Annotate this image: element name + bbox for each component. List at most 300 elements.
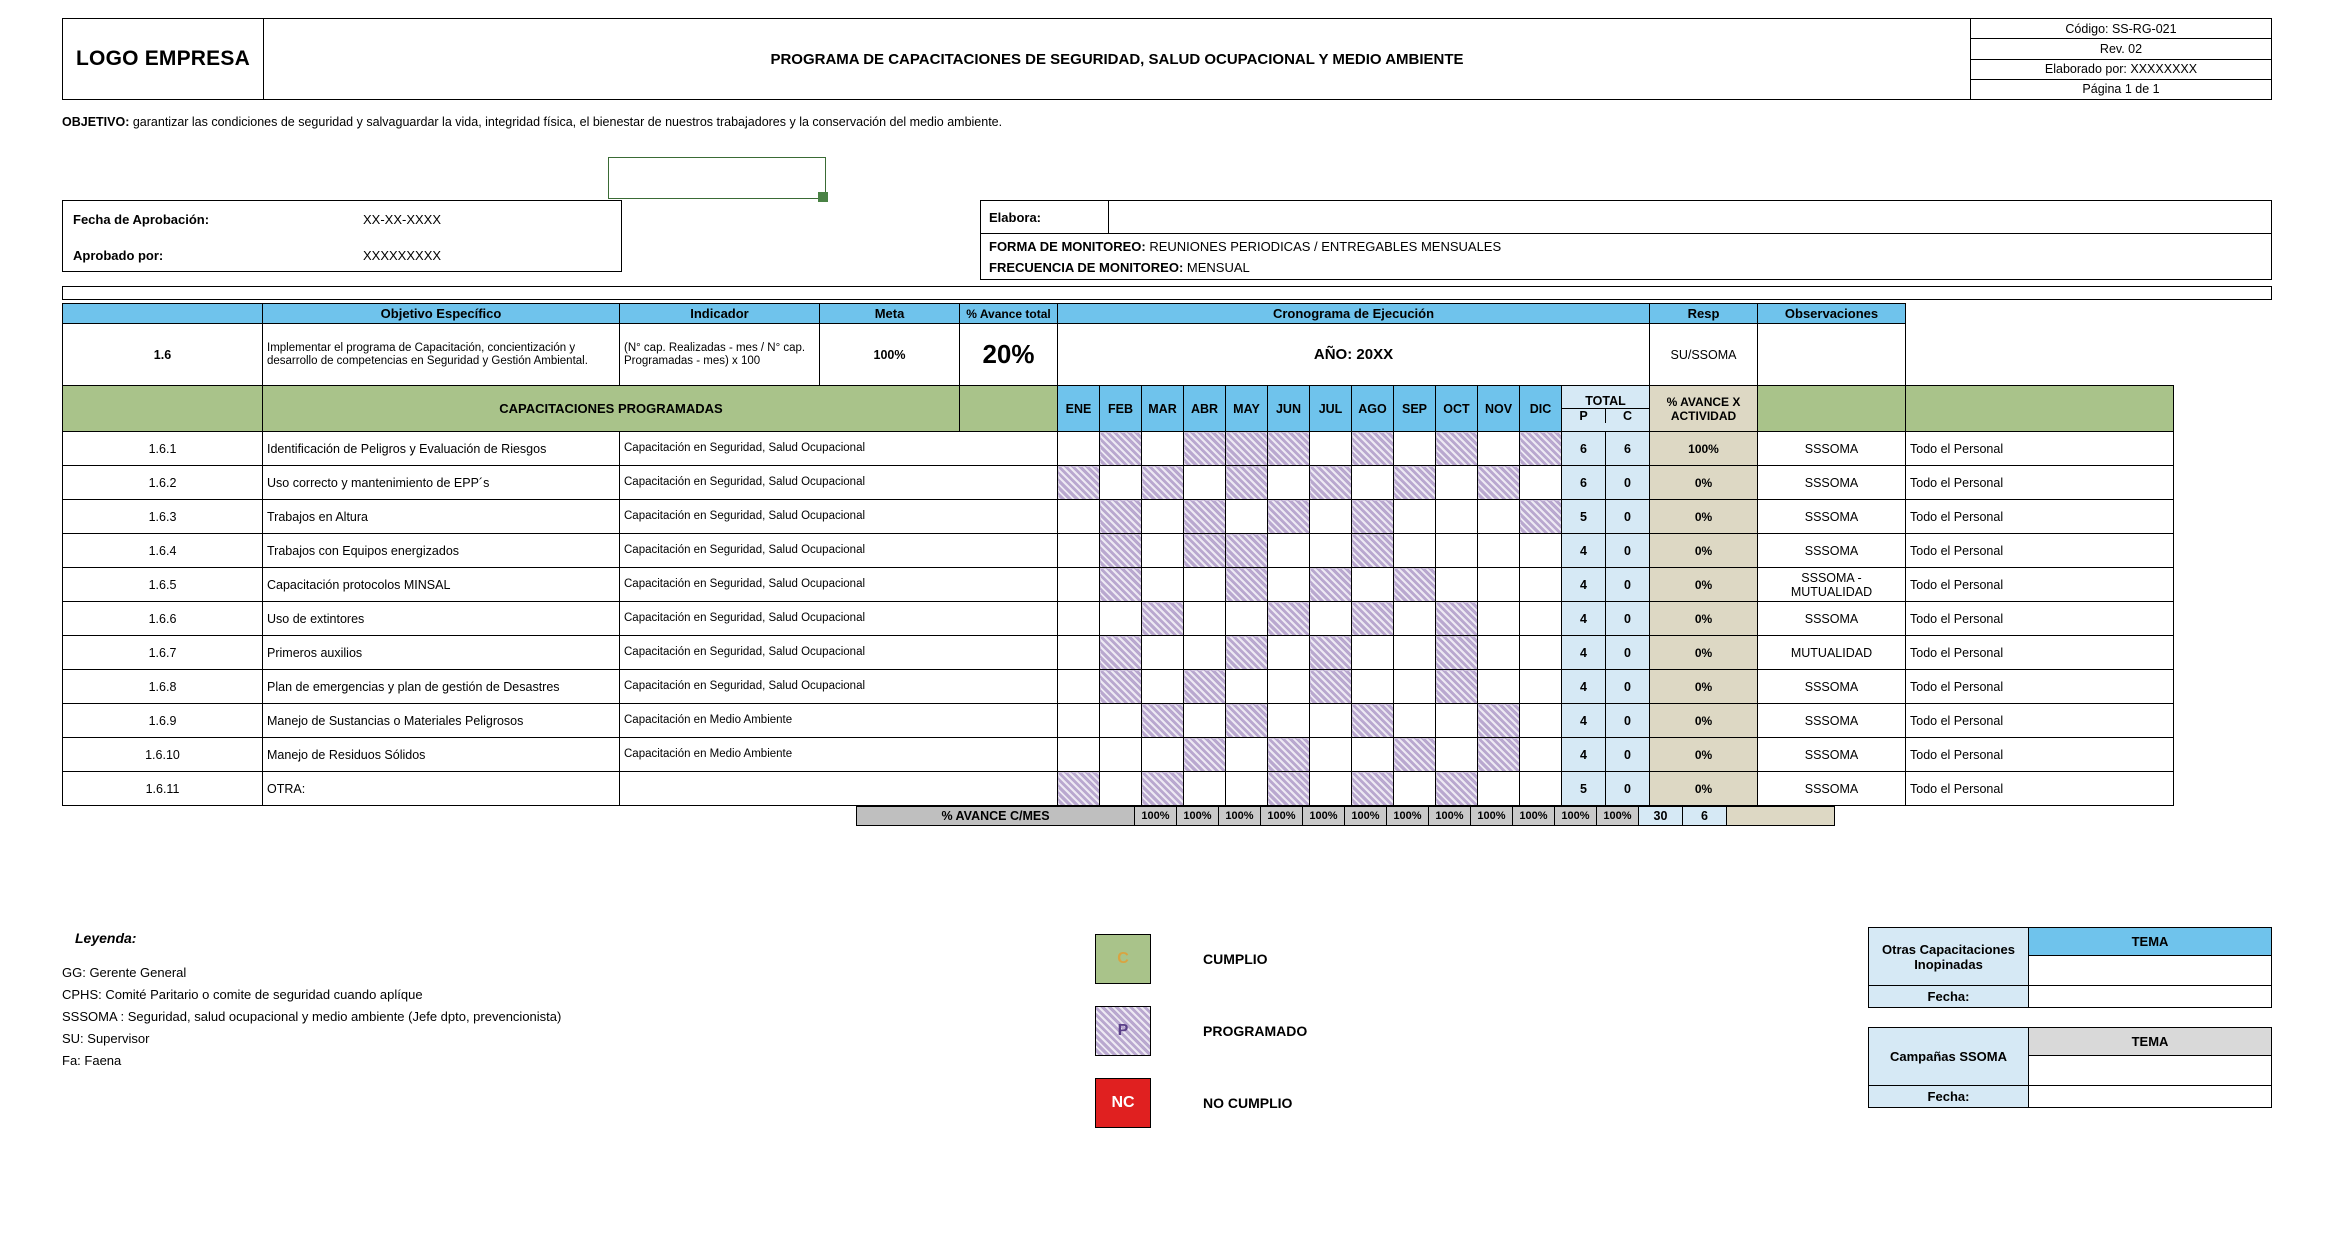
month-header-nov: NOV [1478,386,1520,432]
campanas-title: Campañas SSOMA [1869,1028,2029,1086]
row-observaciones: Todo el Personal [1906,534,2174,568]
row-id: 1.6.4 [63,534,263,568]
row-resp: SSSOMA [1758,432,1906,466]
objective-avance-total: 20% [960,324,1058,386]
month-cell-sep[interactable] [1394,568,1436,602]
row-type: Capacitación en Seguridad, Salud Ocupacional [620,670,1058,704]
row-total-c: 0 [1606,772,1650,806]
table-row [63,432,2174,466]
month-cell-jun[interactable] [1268,534,1310,568]
month-cell-jun[interactable] [1268,602,1310,636]
month-cell-ene[interactable] [1058,466,1100,500]
otras-fecha-value[interactable] [2029,986,2272,1008]
row-total-c: 0 [1606,500,1650,534]
month-cell-nov[interactable] [1478,568,1520,602]
month-cell-abr[interactable] [1184,602,1226,636]
month-cell-oct[interactable] [1436,534,1478,568]
month-cell-jul[interactable] [1310,432,1352,466]
elabora-value[interactable] [1109,201,2271,233]
month-cell-abr[interactable] [1184,568,1226,602]
month-cell-may[interactable] [1226,636,1268,670]
month-cell-abr[interactable] [1184,670,1226,704]
row-avance: 0% [1650,534,1758,568]
month-cell-jun[interactable] [1268,738,1310,772]
header-objetivo-especifico: Objetivo Específico [263,304,620,324]
avance-mes-may: 100% [1303,807,1345,826]
approval-block [62,200,622,272]
row-type: Capacitación en Medio Ambiente [620,738,1058,772]
month-cell-ago[interactable] [1352,432,1394,466]
row-avance: 0% [1650,670,1758,704]
otras-tema-value[interactable] [2029,956,2272,986]
month-cell-jun[interactable] [1268,772,1310,806]
row-total-c: 0 [1606,704,1650,738]
forma-monitoreo-label: FORMA DE MONITOREO: [989,239,1146,254]
band-blank-2 [960,386,1058,432]
month-cell-dic[interactable] [1520,670,1562,704]
table-row [63,636,2174,670]
month-cell-ene[interactable] [1058,704,1100,738]
month-cell-dic[interactable] [1520,772,1562,806]
band-capacitaciones-programadas: CAPACITACIONES PROGRAMADAS [263,386,960,432]
row-observaciones: Todo el Personal [1906,670,2174,704]
row-id: 1.6.1 [63,432,263,466]
legend-line: CPHS: Comité Paritario o comite de seguridad cuando aplíque [62,987,423,1002]
month-cell-nov[interactable] [1478,738,1520,772]
row-id: 1.6.10 [63,738,263,772]
row-activity: Uso correcto y mantenimiento de EPP´s [263,466,620,500]
avance-mes-sep: 100% [1471,807,1513,826]
month-cell-jul[interactable] [1310,704,1352,738]
table-row [63,534,2174,568]
row-resp: SSSOMA - MUTUALIDAD [1758,568,1906,602]
month-cell-jun[interactable] [1268,636,1310,670]
month-cell-dic[interactable] [1520,466,1562,500]
no-cumplio-label: NO CUMPLIO [1203,1095,1293,1111]
objective-number: 1.6 [63,324,263,386]
row-type: Capacitación en Medio Ambiente [620,704,1058,738]
program-table [62,303,2174,806]
otras-capacitaciones-table [1868,927,2272,1008]
row-total-c: 0 [1606,670,1650,704]
row-total-c: 0 [1606,738,1650,772]
month-cell-may[interactable] [1226,568,1268,602]
month-cell-jun[interactable] [1268,670,1310,704]
month-cell-jul[interactable] [1310,772,1352,806]
month-cell-may[interactable] [1226,738,1268,772]
month-cell-jun[interactable] [1268,500,1310,534]
campanas-tema-value[interactable] [2029,1056,2272,1086]
month-cell-mar[interactable] [1142,670,1184,704]
row-activity: Plan de emergencias y plan de gestión de Desastres [263,670,620,704]
month-cell-abr[interactable] [1184,466,1226,500]
row-observaciones: Todo el Personal [1906,704,2174,738]
month-cell-jun[interactable] [1268,466,1310,500]
row-total-p: 4 [1562,568,1606,602]
row-resp: SSSOMA [1758,466,1906,500]
month-cell-ene[interactable] [1058,500,1100,534]
header-cronograma: Cronograma de Ejecución [1058,304,1650,324]
legend-key-cumplio [1095,925,1555,993]
month-header-feb: FEB [1100,386,1142,432]
row-activity: Trabajos con Equipos energizados [263,534,620,568]
month-cell-oct[interactable] [1436,602,1478,636]
month-cell-oct[interactable] [1436,738,1478,772]
row-activity: Manejo de Sustancias o Materiales Peligrosos [263,704,620,738]
month-cell-abr[interactable] [1184,704,1226,738]
month-cell-feb[interactable] [1100,772,1142,806]
month-cell-nov[interactable] [1478,636,1520,670]
month-cell-abr[interactable] [1184,772,1226,806]
row-resp: SSSOMA [1758,670,1906,704]
row-id: 1.6.7 [63,636,263,670]
no-cumplio-swatch: NC [1095,1078,1151,1128]
legend-line: SU: Supervisor [62,1031,150,1046]
month-cell-mar[interactable] [1142,738,1184,772]
month-cell-oct[interactable] [1436,466,1478,500]
table-row [63,466,2174,500]
month-cell-dic[interactable] [1520,738,1562,772]
total-header-c: C [1622,409,1633,423]
month-cell-ene[interactable] [1058,534,1100,568]
month-cell-mar[interactable] [1142,432,1184,466]
month-cell-abr[interactable] [1184,534,1226,568]
month-cell-dic[interactable] [1520,534,1562,568]
month-cell-oct[interactable] [1436,568,1478,602]
month-cell-mar[interactable] [1142,704,1184,738]
table-row [63,738,2174,772]
row-total-c: 0 [1606,534,1650,568]
month-cell-ago[interactable] [1352,568,1394,602]
month-cell-jul[interactable] [1310,670,1352,704]
header-blank [63,304,263,324]
month-cell-ene[interactable] [1058,432,1100,466]
avance-mes-jun: 100% [1345,807,1387,826]
approval-date-value: XX-XX-XXXX [363,211,442,227]
otras-fecha-label: Fecha: [1869,986,2029,1008]
month-cell-dic[interactable] [1520,500,1562,534]
month-cell-may[interactable] [1226,772,1268,806]
row-avance: 0% [1650,602,1758,636]
month-cell-sep[interactable] [1394,466,1436,500]
avance-mes-table [856,806,1835,826]
row-total-c: 0 [1606,466,1650,500]
avance-mes-mar: 100% [1219,807,1261,826]
otras-tema-header: TEMA [2029,928,2272,956]
month-cell-dic[interactable] [1520,636,1562,670]
objective-meta: 100% [820,324,960,386]
avance-mes-label: % AVANCE C/MES [857,807,1135,826]
table-row [63,568,2174,602]
objective-line [62,115,1002,129]
objective-indicador: (N° cap. Realizadas - mes / N° cap. Programadas - mes) x 100 [620,324,820,386]
forma-monitoreo-row [989,236,2271,257]
month-cell-ene[interactable] [1058,636,1100,670]
month-cell-feb[interactable] [1100,466,1142,500]
row-avance: 0% [1650,568,1758,602]
row-type: Capacitación en Seguridad, Salud Ocupacional [620,500,1058,534]
monitoring-details [980,234,2272,280]
table-row [63,772,2174,806]
frecuencia-monitoreo-value: MENSUAL [1183,260,1250,275]
legend-line: GG: Gerente General [62,965,187,980]
avance-mes-feb: 100% [1177,807,1219,826]
row-activity: Uso de extintores [263,602,620,636]
month-cell-nov[interactable] [1478,602,1520,636]
month-cell-sep[interactable] [1394,500,1436,534]
frecuencia-monitoreo-label: FRECUENCIA DE MONITOREO: [989,260,1184,275]
row-activity: Capacitación protocolos MINSAL [263,568,620,602]
avance-mes-nov: 100% [1555,807,1597,826]
row-avance: 0% [1650,636,1758,670]
month-cell-ene[interactable] [1058,568,1100,602]
company-logo: LOGO EMPRESA [63,19,264,99]
month-cell-oct[interactable] [1436,704,1478,738]
month-cell-oct[interactable] [1436,636,1478,670]
month-header-ene: ENE [1058,386,1100,432]
month-cell-nov[interactable] [1478,772,1520,806]
month-cell-jul[interactable] [1310,500,1352,534]
objective-summary-row [63,324,2174,386]
table-body [63,432,2174,806]
table-header-row [63,304,2174,324]
elabora-label: Elabora: [981,201,1109,233]
row-id: 1.6.5 [63,568,263,602]
row-observaciones: Todo el Personal [1906,500,2174,534]
row-type [620,772,1058,806]
month-cell-mar[interactable] [1142,500,1184,534]
otras-row-fecha [1869,986,2272,1008]
month-cell-mar[interactable] [1142,466,1184,500]
table-row [63,670,2174,704]
objective-text: garantizar las condiciones de seguridad y salvaguardar la vida, integridad física, el bienestar de nuestros trabajadores y la conservación del medio ambiente. [129,115,1003,129]
month-cell-may[interactable] [1226,602,1268,636]
month-cell-feb[interactable] [1100,704,1142,738]
month-cell-ene[interactable] [1058,602,1100,636]
row-total-p: 6 [1562,466,1606,500]
month-cell-jul[interactable] [1310,738,1352,772]
month-cell-ago[interactable] [1352,704,1394,738]
document-meta [1971,19,2271,99]
month-header-may: MAY [1226,386,1268,432]
objective-description: Implementar el programa de Capacitación, concientización y desarrollo de competencias en Seguridad y Gestión Ambiental. [263,324,620,386]
month-header-jun: JUN [1268,386,1310,432]
month-cell-feb[interactable] [1100,568,1142,602]
month-cell-abr[interactable] [1184,500,1226,534]
row-id: 1.6.2 [63,466,263,500]
row-resp: SSSOMA [1758,602,1906,636]
avance-mes-oct: 100% [1513,807,1555,826]
month-cell-feb[interactable] [1100,636,1142,670]
month-cell-ene[interactable] [1058,670,1100,704]
document-title: PROGRAMA DE CAPACITACIONES DE SEGURIDAD, SALUD OCUPACIONAL Y MEDIO AMBIENTE [264,19,1971,99]
month-cell-abr[interactable] [1184,636,1226,670]
month-cell-ene[interactable] [1058,772,1100,806]
row-avance: 0% [1650,466,1758,500]
avance-mes-ago: 100% [1429,807,1471,826]
month-cell-abr[interactable] [1184,738,1226,772]
month-cell-feb[interactable] [1100,670,1142,704]
header-avance-actividad: % AVANCE X ACTIVIDAD [1650,386,1758,432]
row-id: 1.6.3 [63,500,263,534]
row-id: 1.6.11 [63,772,263,806]
month-cell-abr[interactable] [1184,432,1226,466]
month-cell-sep[interactable] [1394,602,1436,636]
approval-date-label: Fecha de Aprobación: [73,211,210,227]
month-cell-ago[interactable] [1352,602,1394,636]
footer-total-c: 6 [1683,807,1727,826]
month-cell-sep[interactable] [1394,636,1436,670]
approved-by-row [63,237,621,273]
month-cell-ene[interactable] [1058,738,1100,772]
avance-mes-dic: 100% [1597,807,1639,826]
total-header-label: TOTAL [1562,394,1649,409]
footer-avance-blank [1727,807,1835,826]
row-type: Capacitación en Seguridad, Salud Ocupacional [620,602,1058,636]
avance-mes-row [857,807,1835,826]
row-total-p: 6 [1562,432,1606,466]
campanas-fecha-value[interactable] [2029,1086,2272,1108]
month-cell-nov[interactable] [1478,704,1520,738]
month-cell-feb[interactable] [1100,738,1142,772]
month-cell-may[interactable] [1226,704,1268,738]
row-avance: 0% [1650,500,1758,534]
month-cell-jun[interactable] [1268,568,1310,602]
row-resp: SSSOMA [1758,534,1906,568]
row-avance: 0% [1650,704,1758,738]
month-cell-mar[interactable] [1142,772,1184,806]
month-cell-sep[interactable] [1394,704,1436,738]
month-cell-mar[interactable] [1142,534,1184,568]
month-cell-may[interactable] [1226,432,1268,466]
month-header-jul: JUL [1310,386,1352,432]
month-cell-ago[interactable] [1352,636,1394,670]
month-header-dic: DIC [1520,386,1562,432]
month-cell-feb[interactable] [1100,602,1142,636]
row-observaciones: Todo el Personal [1906,432,2174,466]
row-total-p: 4 [1562,534,1606,568]
month-cell-dic[interactable] [1520,704,1562,738]
band-blank-left [63,386,263,432]
month-cell-jun[interactable] [1268,432,1310,466]
legend-list [62,962,561,1072]
month-cell-dic[interactable] [1520,432,1562,466]
month-cell-oct[interactable] [1436,772,1478,806]
month-cell-feb[interactable] [1100,432,1142,466]
month-cell-nov[interactable] [1478,500,1520,534]
month-cell-oct[interactable] [1436,670,1478,704]
month-cell-sep[interactable] [1394,670,1436,704]
month-cell-may[interactable] [1226,466,1268,500]
month-cell-ago[interactable] [1352,534,1394,568]
month-header-ago: AGO [1352,386,1394,432]
month-cell-may[interactable] [1226,534,1268,568]
month-cell-ago[interactable] [1352,738,1394,772]
month-cell-jul[interactable] [1310,466,1352,500]
month-cell-ago[interactable] [1352,670,1394,704]
month-cell-jun[interactable] [1268,704,1310,738]
header-meta: Meta [820,304,960,324]
row-type: Capacitación en Seguridad, Salud Ocupacional [620,534,1058,568]
document-header [62,18,2272,100]
month-cell-jul[interactable] [1310,534,1352,568]
row-total-c: 0 [1606,636,1650,670]
month-cell-jul[interactable] [1310,568,1352,602]
row-resp: SSSOMA [1758,500,1906,534]
row-type: Capacitación en Seguridad, Salud Ocupacional [620,466,1058,500]
month-cell-oct[interactable] [1436,500,1478,534]
month-cell-ago[interactable] [1352,466,1394,500]
month-cell-nov[interactable] [1478,432,1520,466]
band-blank-resp [1758,386,1906,432]
month-cell-nov[interactable] [1478,670,1520,704]
cumplio-label: CUMPLIO [1203,951,1268,967]
campanas-row-tema [1869,1028,2272,1056]
legend-line: Fa: Faena [62,1053,122,1068]
frecuencia-monitoreo-row [989,257,2271,278]
row-total-c: 0 [1606,602,1650,636]
month-cell-sep[interactable] [1394,432,1436,466]
row-resp: MUTUALIDAD [1758,636,1906,670]
campanas-tema-header: TEMA [2029,1028,2272,1056]
otras-row-tema [1869,928,2272,956]
month-cell-sep[interactable] [1394,738,1436,772]
approval-date-row [63,201,621,237]
month-cell-may[interactable] [1226,500,1268,534]
approved-by-value: XXXXXXXXX [363,247,442,263]
row-activity: Trabajos en Altura [263,500,620,534]
legend-line: SSSOMA : Seguridad, salud ocupacional y medio ambiente (Jefe dpto, prevencionista) [62,1009,562,1024]
objective-label: OBJETIVO: [62,115,130,129]
row-observaciones: Todo el Personal [1906,738,2174,772]
month-cell-jul[interactable] [1310,602,1352,636]
month-cell-may[interactable] [1226,670,1268,704]
legend-key-programado [1095,997,1555,1065]
month-cell-dic[interactable] [1520,602,1562,636]
row-type: Capacitación en Seguridad, Salud Ocupacional [620,636,1058,670]
month-header-sep: SEP [1394,386,1436,432]
row-type: Capacitación en Seguridad, Salud Ocupacional [620,568,1058,602]
row-observaciones: Todo el Personal [1906,772,2174,806]
month-cell-mar[interactable] [1142,636,1184,670]
table-row [63,500,2174,534]
month-header-abr: ABR [1184,386,1226,432]
month-cell-feb[interactable] [1100,500,1142,534]
row-total-p: 4 [1562,602,1606,636]
legend-key-no-cumplio [1095,1069,1555,1137]
month-cell-mar[interactable] [1142,602,1184,636]
month-cell-mar[interactable] [1142,568,1184,602]
programado-label: PROGRAMADO [1203,1023,1308,1039]
month-cell-ago[interactable] [1352,500,1394,534]
monitoring-block [980,200,2272,280]
month-cell-ago[interactable] [1352,772,1394,806]
meta-pagina: Página 1 de 1 [2082,82,2160,97]
month-cell-jul[interactable] [1310,636,1352,670]
month-cell-sep[interactable] [1394,772,1436,806]
table-row [63,602,2174,636]
row-id: 1.6.6 [63,602,263,636]
month-cell-nov[interactable] [1478,466,1520,500]
month-cell-dic[interactable] [1520,568,1562,602]
month-cell-oct[interactable] [1436,432,1478,466]
row-total-p: 5 [1562,500,1606,534]
month-cell-feb[interactable] [1100,534,1142,568]
approved-by-label: Aprobado por: [73,247,164,263]
row-resp: SSSOMA [1758,704,1906,738]
month-cell-nov[interactable] [1478,534,1520,568]
month-cell-sep[interactable] [1394,534,1436,568]
